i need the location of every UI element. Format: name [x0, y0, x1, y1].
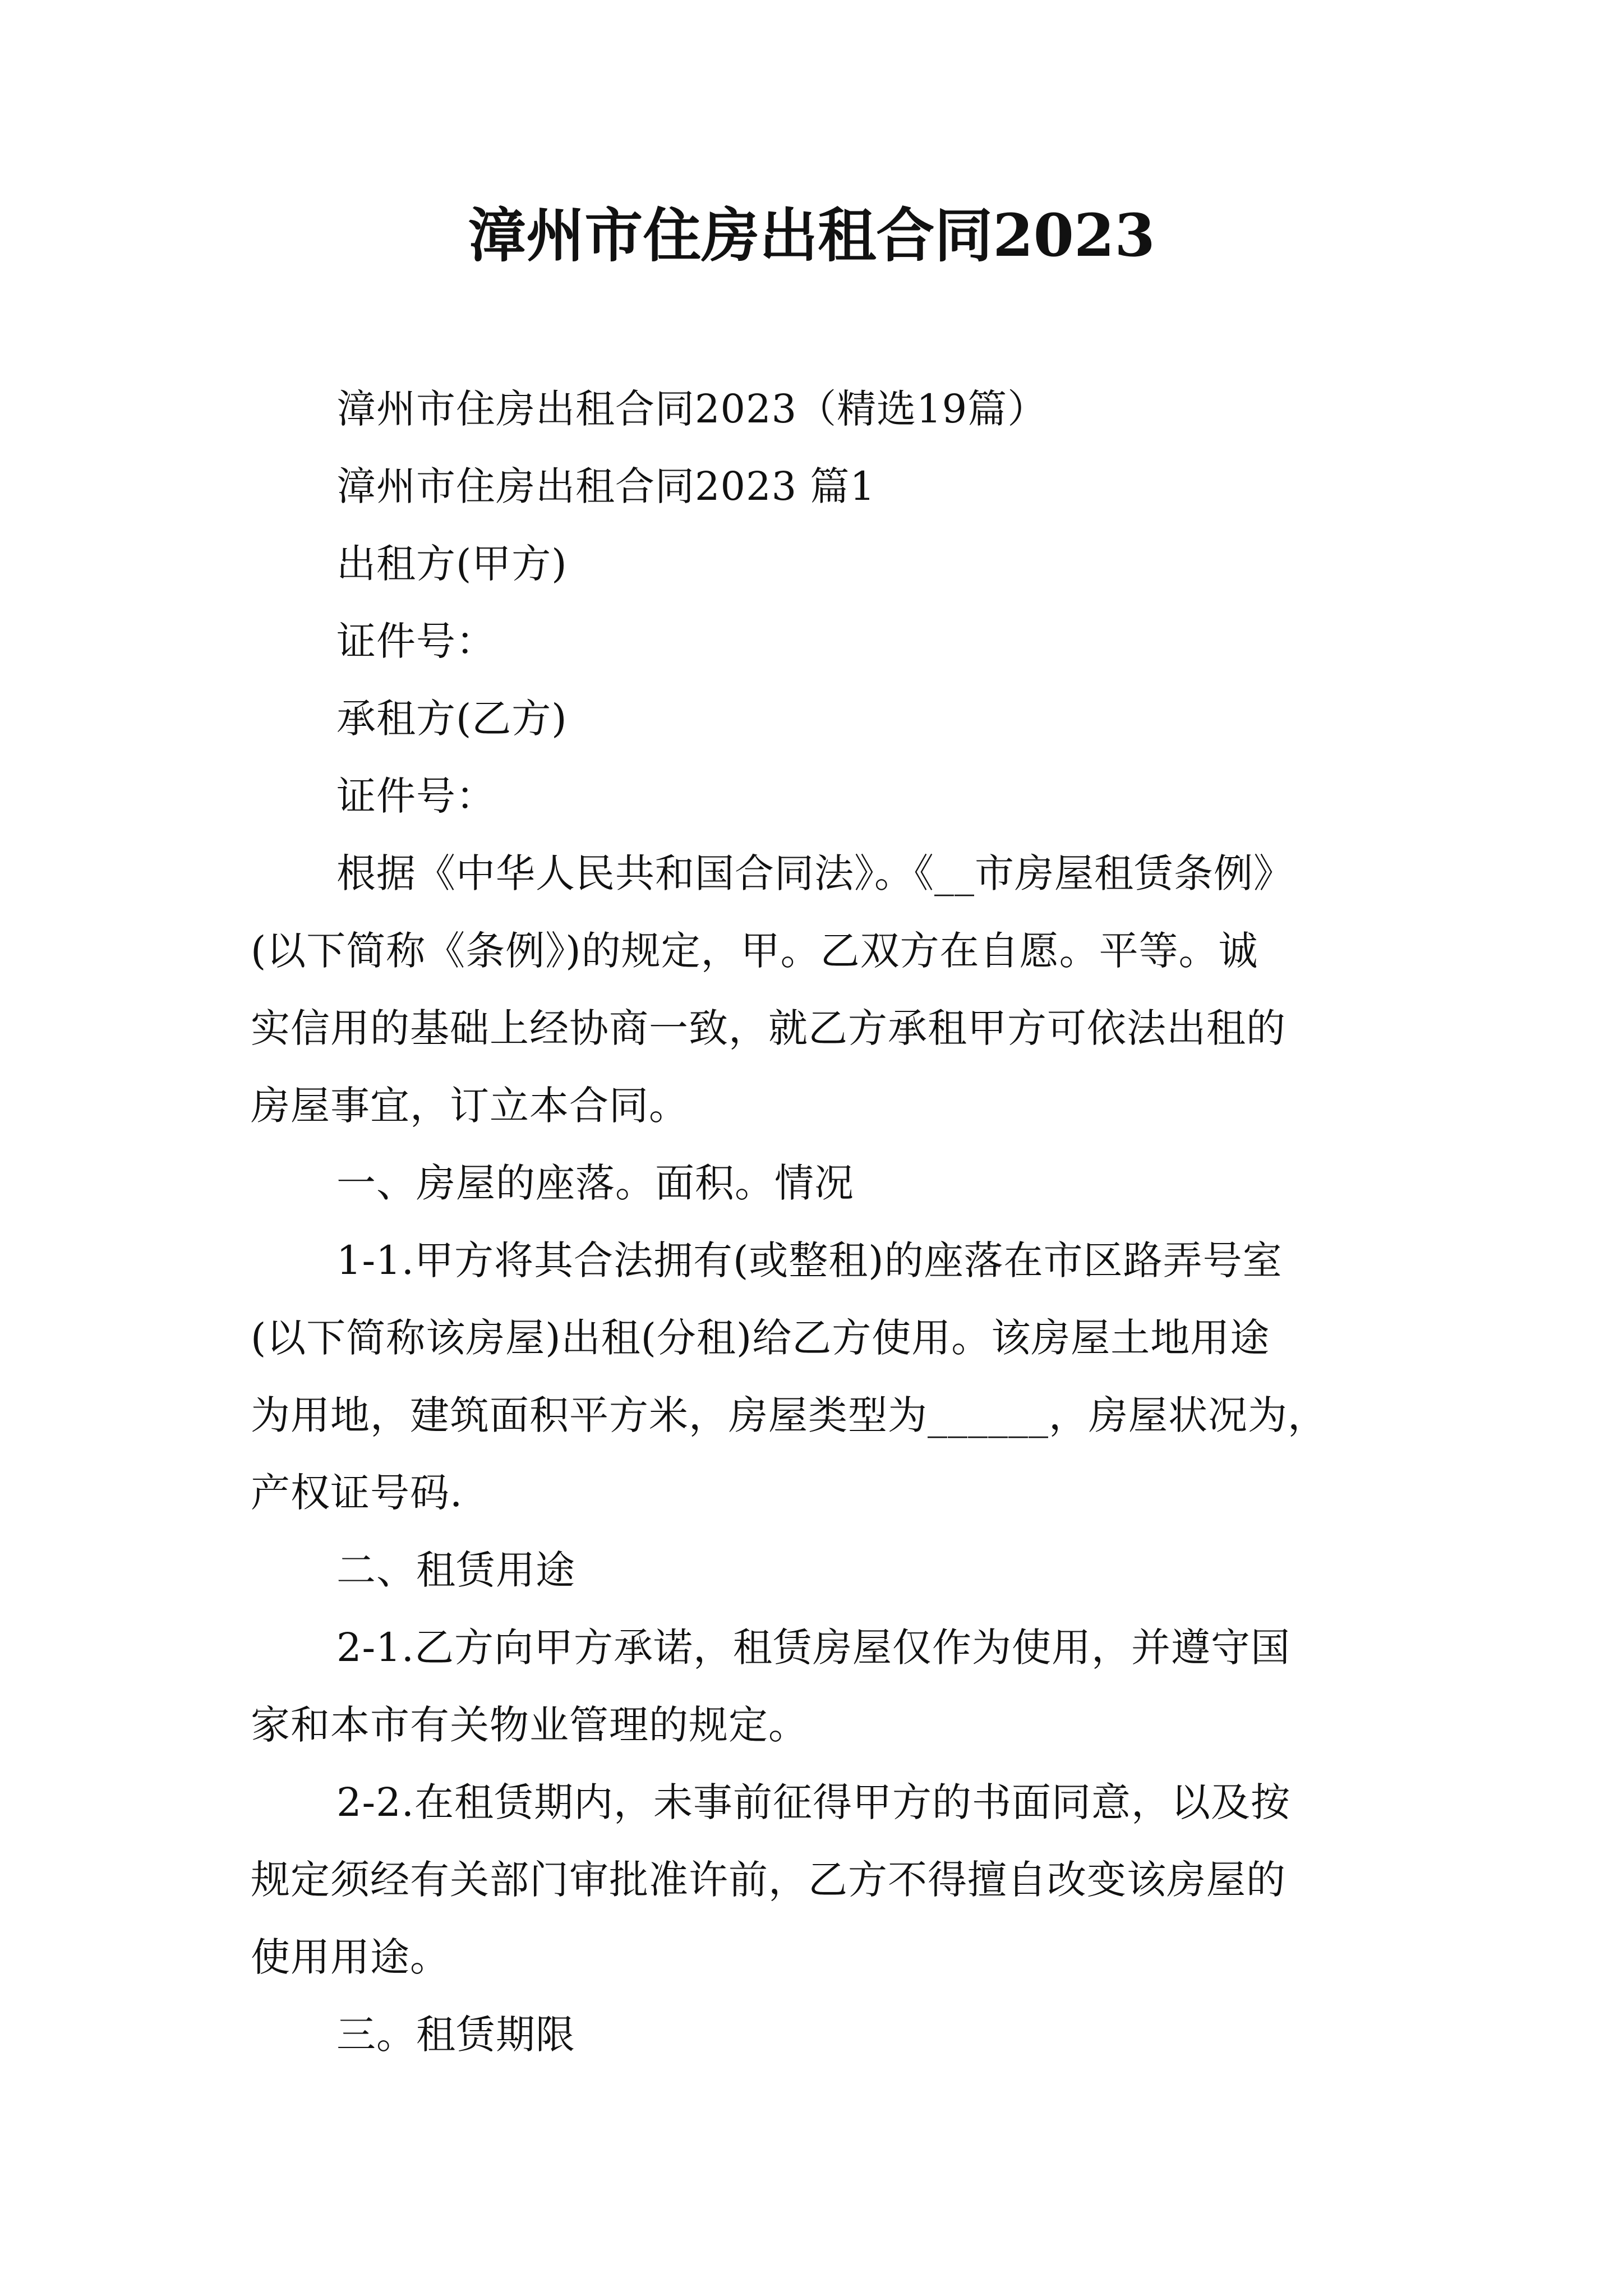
text-line: 承租方(乙方)	[336, 696, 568, 742]
text-line: 产权证号码.	[251, 1470, 463, 1516]
text-line: 1-1.甲方将其合法拥有(或整租)的座落在市区路弄号室	[336, 1237, 1283, 1283]
text-line: (以下简称该房屋)出租(分租)给乙方使用。该房屋土地用途	[251, 1315, 1270, 1361]
text-line: 出租方(甲方)	[336, 541, 568, 587]
text-line: 漳州市住房出租合同2023 篇1	[336, 463, 875, 509]
text-line: 2-2.在租赁期内，未事前征得甲方的书面同意，以及按	[336, 1779, 1290, 1825]
text-line: 一、房屋的座落。面积。情况	[336, 1160, 854, 1206]
text-line: 房屋事宜，订立本合同。	[251, 1083, 689, 1129]
text-line: 三。租赁期限	[336, 2012, 575, 2058]
text-line: 实信用的基础上经协商一致，就乙方承租甲方可依法出租的	[251, 1005, 1286, 1051]
text-line: 二、租赁用途	[336, 1547, 575, 1593]
text-line: 证件号：	[336, 618, 496, 664]
text-line: 为用地，建筑面积平方米，房屋类型为______，房屋状况为，	[251, 1392, 1327, 1438]
document-body	[251, 370, 1372, 2073]
text-line: 根据《中华人民共和国合同法》。《__市房屋租赁条例》	[336, 850, 1293, 896]
text-line: (以下简称《条例》)的规定，甲。乙双方在自愿。平等。诚	[251, 928, 1258, 974]
text-line: 证件号：	[336, 773, 496, 819]
text-line: 漳州市住房出租合同2023（精选19篇）	[336, 386, 1048, 432]
text-line: 规定须经有关部门审批准许前，乙方不得擅自改变该房屋的	[251, 1857, 1286, 1903]
text-line: 2-1.乙方向甲方承诺，租赁房屋仅作为使用，并遵守国	[336, 1625, 1290, 1671]
text-line: 家和本市有关物业管理的规定。	[251, 1702, 808, 1748]
document-title: 漳州市住房出租合同2023	[468, 201, 1155, 270]
text-line: 使用用途。	[251, 1934, 450, 1980]
